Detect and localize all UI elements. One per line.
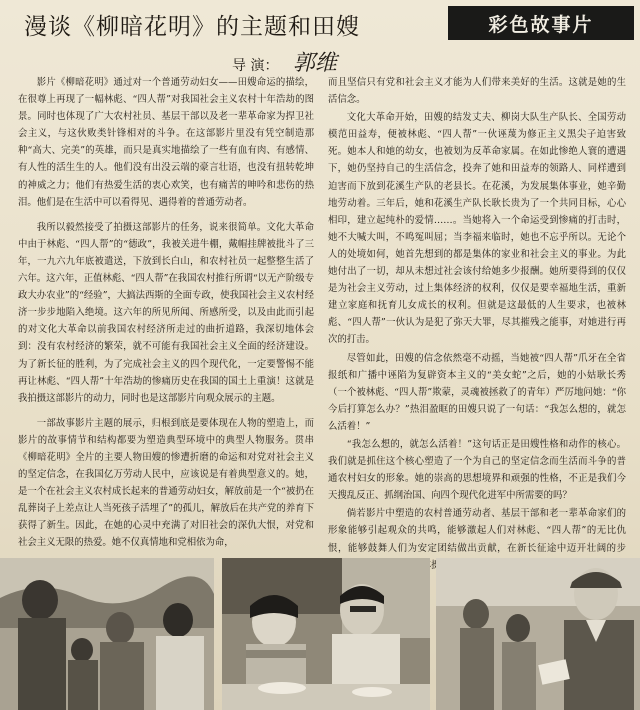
film-still-old-revolutionary xyxy=(436,558,640,710)
paragraph: 影片《柳暗花明》通过对一个普通劳动妇女——田嫂命运的描绘，在很尊上再现了一幅林彪、“四人帮”对我国社会主义农村十年浩劫的图景。同时也体现了广大农村社员、基层干部以及老一辈革命家为捍卫社会主义，与这伙败类针锋相对的斗争。在这部影片里没有凭空制造那种“高大、完美”的英雄，而只是真实地描绘了一些有血有肉、有感情、有人性的活生生的人。他们没有出没云端的豪言壮语，也没有扭转乾坤的神威之力；他们有热爱生活的衷心欢笑，也有痛苦的呻吟和悲伤的热泪。他们是在生活中可以看得见、遇得着的普通劳动者。 xyxy=(18,77,314,208)
paragraph: 文化大革命开始，田嫂的结发丈夫、柳岗大队生产队长、全国劳动模范田益寿，便被林彪、“四人帮”一伙诬蔑为修正主义黑尖子迫害致死。她本人和她的幼女，也被划为反革命家属。在如此惨绝人寰的遭遇下，她仍坚持自己的生活信念，投奔了她和田益寿的领路人、同样遭到迫害而下放到花溪生产队的老县长。在花溪，为发展集体事业，她辛勤地劳动着。三年后，她和花溪生产队长耿长贵为了一个共同目标，心心相印，建立起纯朴的爱情……。当她将入一个命运受到惨痛的打击时，她不大喊大叫，不鸣冤叫屈；当李福来临时，她也不忘乎所以。无论个人的处境如何，她首先想到的都是集体的家业和社会主义的事业。为此她付出了一切，却从未想过社会该付给她多少报酬。她所要得到的仅仅是为社会主义劳动，过上集体经济的权利，仅仅是要幸福地生活，重新建立家庭和抚育儿女成长的权利。但就是这最低的人生要求，也被林彪、“四人帮”一伙认为是犯了弥天大罪，尽其摧残之能事，对她进行再次的打击。 xyxy=(328,112,626,346)
director-credit xyxy=(232,46,337,77)
paragraph: 一部故事影片主题的展示，归根到底是要体现在人物的塑造上，而影片的故事情节和结构都要为塑造典型环境中的典型人物服务。贯串《柳暗花明》全片的主要人物田嫂的惨遭折磨的命运和对党对社会主义的坚定信念，在我国亿万劳动人民中，应该说是有着典型意义的。她，是一个在社会主义农村成长起来的普通劳动妇女，解放前是一个“被扔在乱葬岗子上差点让人当死孩子活埋了”的孤儿，解放后在共产党的养育下获得了新生。因此，在她的心灵中充满了对旧社会的深仇大恨，对党和社会主义无限的热爱。她不仅真情地和党相依为命， xyxy=(18,417,314,549)
paragraph: “我怎么想的，就怎么活着！”这句话正是田嫂性格和动作的核心。我们就是抓住这个核心塑造了一个为自己的坚定信念而生活而斗争的普通农村妇女的形象。她的崇高的思想境界和顽强的性格，不正是我们今天搜乱反正、抓纲治国、向四个现代化进军中所需要的吗？ xyxy=(328,438,626,502)
paragraph: 而且坚信只有党和社会主义才能为人们带来美好的生活。这就是她的生活信念。 xyxy=(328,77,626,106)
director-label: 导 演： xyxy=(232,58,279,74)
film-stills-strip xyxy=(0,558,640,710)
film-still-villagers xyxy=(0,558,214,710)
article-column-right xyxy=(328,74,626,571)
article-column-left xyxy=(18,74,314,554)
director-signature: 郭维 xyxy=(292,51,337,76)
paragraph: 我所以毅然接受了拍摄这部影片的任务，说来很简单。文化大革命中由于林彪、“四人帮”的“德政”，我被关进牛棚，戴帽挂牌被批斗了三年，一九六九年底被遣送，下放到长白山，和农村社员一起整整生活了六年。这六年，正值林彪、“四人帮”在我国农村推行所谓“以无产阶级专政大办农业”的“经验”，大搞法西斯的全面专政，使我国社会主义农村经济一步步地陷入绝境。这六年的所见所闻、所感所受，以及由此而引起的对文化大革命以前我国农村经济所走过的曲折道路，我深切地体会到：没有农村经济的繁荣，就不可能有我国社会主义全面的经济建设。为了新长征的胜利，为了完成社会主义的四个现代化，一定要警惕不能再让林彪、“四人帮”十年浩劫的惨痛历史在我国的国土上重演！这就是我拍摄这部影片的动力，同时也是这部影片向观众展示的主题。 xyxy=(18,221,314,404)
article-title: 漫谈《柳暗花明》的主题和田嫂 xyxy=(24,14,360,40)
section-banner: 彩色故事片 xyxy=(448,6,634,40)
paragraph: 尽管如此，田嫂的信念依然毫不动摇，当她被“四人帮”爪牙在全省报纸和广播中诬陷为复辟资本主义的“美女蛇”之后，她的小姑耿长秀（一个被林彪、“四人帮”欺蒙，灵魂被拯救了的青年）严厉地问她：“你今后打算怎么办？”热泪盈眶的田嫂只说了一句话：“我怎么想的，就怎么活着！” xyxy=(328,352,626,432)
paragraph: 倘若影片中塑造的农村普通劳动者、基层干部和老一辈革命家们的形象能够引起观众的共鸣，能够激起人们对林彪、“四人帮”的无比仇恨，能够鼓舞人们为安定团结做出贡献，在新长征途中迈开壮阔的步 体摄 xyxy=(328,508,626,571)
film-still-tian-sao xyxy=(222,558,430,710)
